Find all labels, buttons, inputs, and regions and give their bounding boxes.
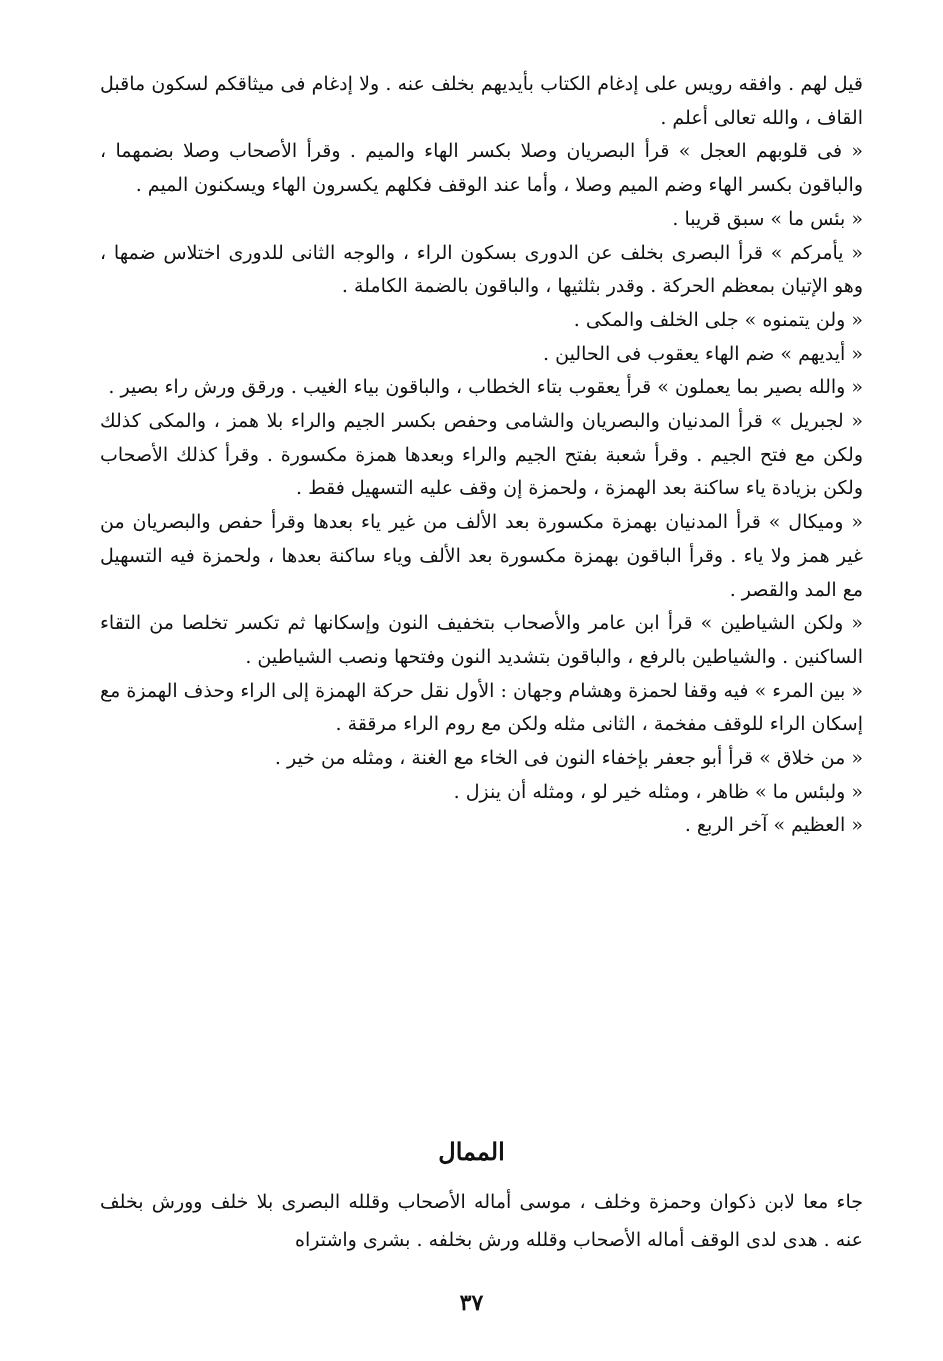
section-text: جاء معا لابن ذكوان وحمزة وخلف ، موسى أماله الأصحاب وقلله البصرى بلا خلف وورش بخلف عنه . هدى لدى الوقف أماله الأصحاب وقلله ورش بخلفه . بشرى واشتراه bbox=[100, 1191, 863, 1251]
paragraph-min-khalaq: « من خلاق » قرأ أبو جعفر بإخفاء النون فى الخاء مع الغنة ، ومثله من خير . bbox=[274, 747, 863, 770]
paragraph-yamurukum: « يأمركم » قرأ البصرى بخلف عن الدورى بسكون الراء ، والوجه الثانى للدورى اختلاس ضمها ، وهو الإتيان بمعظم الحركة . وقدر بثلثيها ، والباقون بالضمة الكاملة . bbox=[100, 241, 863, 298]
paragraph-aydihim: « أيديهم » ضم الهاء يعقوب فى الحالين . bbox=[543, 342, 863, 365]
paragraph-bayna-almar: « بين المرء » فيه وقفا لحمزة وهشام وجهان : الأول نقل حركة الهمزة إلى الراء وحذف الهمزة مع إسكان الراء للوقف مفخمة ، الثانى مثله ولكن مع روم الراء مرققة . bbox=[100, 679, 863, 736]
paragraph-intro: قيل لهم . وافقه رويس على إدغام الكتاب بأيديهم بخلف عنه . ولا إدغام فى ميثاقكم لسكون ماقبل القاف ، والله تعالى أعلم . bbox=[100, 73, 863, 129]
section-title: الممال bbox=[438, 1137, 505, 1166]
paragraph-walabisa-ma: « ولبئس ما » ظاهر ، ومثله خير لو ، ومثله أن ينزل . bbox=[453, 780, 863, 803]
paragraph-walan-yatamannawhu: « ولن يتمنوه » جلى الخلف والمكى . bbox=[573, 308, 863, 331]
page-number: ٣٧ bbox=[459, 1290, 484, 1316]
paragraph-bisama: « بئس ما » سبق قريبا . bbox=[672, 207, 863, 230]
paragraph-wallahu-basir: « والله بصير بما يعملون » قرأ يعقوب بتاء الخطاب ، والباقون بياء الغيب . ورقق ورش راء بصير . bbox=[108, 376, 863, 399]
paragraph-mikal: « وميكال » قرأ المدنيان بهمزة مكسورة بعد الألف من غير ياء بعدها وقرأ حفص والبصريان من غير همز ولا ياء . وقرأ الباقون بهمزة مكسورة بعد الألف وياء ساكنة بعدها ، ولحمزة فيه التسهيل مع المد والقصر . bbox=[100, 511, 863, 601]
body-text bbox=[100, 68, 863, 843]
paragraph-jibril: « لجبريل » قرأ المدنيان والبصريان والشامى وحفص بكسر الجيم والراء بلا همز ، والمكى كذلك ولكن مع فتح الجيم . وقرأ شعبة بفتح الجيم والراء وبعدها همزة مكسورة . وقرأ كذلك الأصحاب ولكن بزيادة ياء ساكنة بعد الهمزة ، ولحمزة إن وقف عليه التسهيل فقط . bbox=[100, 410, 863, 500]
paragraph-walakin-ashshayatin: « ولكن الشياطين » قرأ ابن عامر والأصحاب بتخفيف النون وإسكانها ثم تكسر تخلصا من التقاء الساكنين . والشياطين بالرفع ، والباقون بتشديد النون وفتحها ونصب الشياطين . bbox=[100, 612, 863, 668]
paragraph-al-azim: « العظيم » آخر الربع . bbox=[684, 814, 863, 837]
paragraph-fi-qulubihim: « فى قلوبهم العجل » قرأ البصريان وصلا بكسر الهاء والميم . وقرأ الأصحاب وصلا بضمهما ، والباقون بكسر الهاء وضم الميم وصلا ، وأما عند الوقف فكلهم يكسرون الهاء ويسكنون الميم . bbox=[100, 140, 863, 197]
